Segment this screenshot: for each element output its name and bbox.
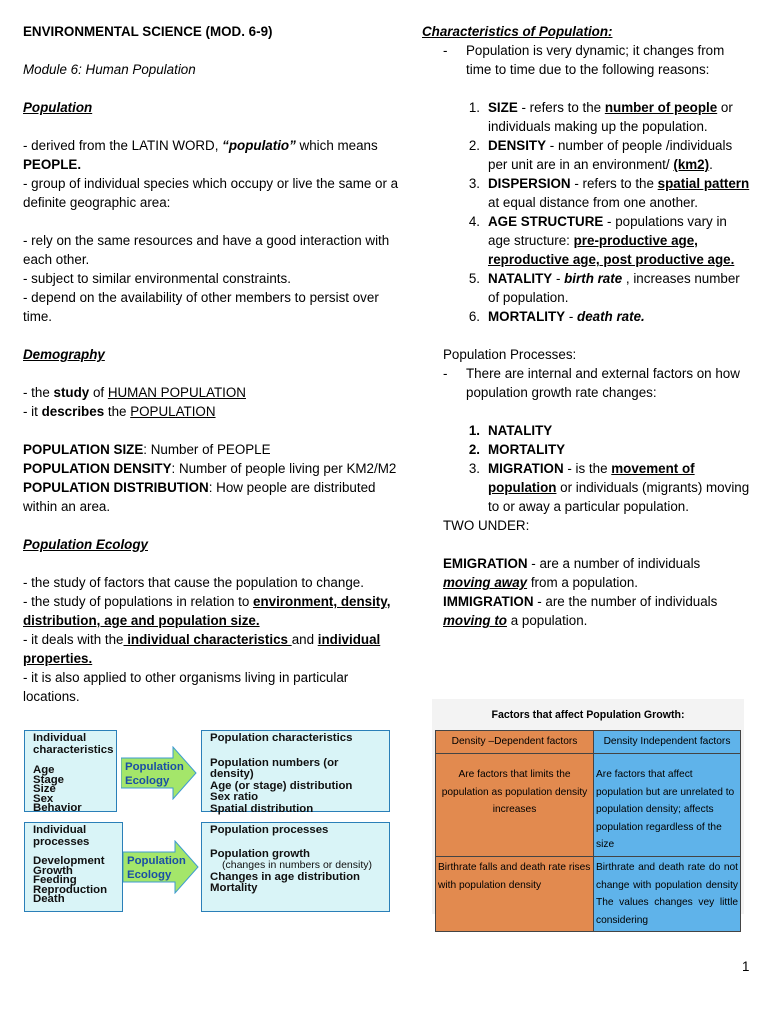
list-item: 5. NATALITY - birth rate , increases number of population. bbox=[468, 271, 740, 305]
list-item: Changes in age distribution bbox=[210, 870, 360, 883]
list-item: Feeding bbox=[33, 874, 77, 886]
population-ecology-arrow: Population Ecology bbox=[121, 746, 197, 800]
two-under-label: TWO UNDER: bbox=[443, 518, 530, 533]
population-point-constraints: - subject to similar environmental constraints. bbox=[23, 271, 291, 286]
document-title: ENVIRONMENTAL SCIENCE (MOD. 6-9) bbox=[23, 24, 273, 39]
population-processes-box: Population processes Population growth (changes in numbers or density) Changes in age distribution Mortality bbox=[201, 822, 390, 912]
list-item: 1. NATALITY bbox=[468, 423, 553, 438]
table-row bbox=[436, 856, 741, 931]
list-item: Mortality bbox=[210, 882, 258, 894]
population-heading: Population bbox=[23, 100, 93, 115]
list-item: Size bbox=[33, 783, 56, 795]
individual-characteristics-box: Individual characteristics Age Stage Size Sex Behavior bbox=[24, 730, 117, 812]
list-item: 1. SIZE - refers to the number of people or individuals making up the population. bbox=[468, 100, 733, 134]
density-independent-example: Birthrate and death rate do not change with population density The values changes vey little considering bbox=[594, 856, 741, 931]
demography-study: - the study of HUMAN POPULATION bbox=[23, 385, 246, 400]
population-ecology-arrow-lower: Population Ecology bbox=[123, 840, 199, 894]
right-column bbox=[422, 22, 752, 630]
list-item: Spatial distribution bbox=[210, 802, 314, 815]
module-title: Module 6: Human Population bbox=[23, 62, 196, 77]
characteristics-intro: - Population is very dynamic; it changes from time to time due to the following reasons: bbox=[443, 43, 725, 77]
list-item-note: (changes in numbers or density) bbox=[222, 859, 372, 871]
density-independent-definition: Are factors that affect population but are unrelated to population density; affects population regardless of the size bbox=[594, 754, 741, 857]
immigration-definition: IMMIGRATION - are the number of individuals moving to a population. bbox=[443, 594, 718, 628]
ecology-heading: Population Ecology bbox=[23, 537, 148, 552]
list-item: Sex bbox=[33, 792, 54, 805]
table-row bbox=[436, 754, 741, 857]
list-item: Sex ratio bbox=[210, 791, 259, 803]
population-ecology-diagram bbox=[24, 730, 392, 914]
list-item: 2. DENSITY - number of people /individuals per unit are in an environment/ (km2). bbox=[468, 138, 733, 172]
def-population-density: POPULATION DENSITY: Number of people living per KM2/M2 bbox=[23, 461, 397, 476]
list-item: Death bbox=[33, 893, 65, 905]
list-item: 4. AGE STRUCTURE - populations vary in age structure: pre-productive age, reproductive age, post productive age. bbox=[468, 214, 735, 267]
list-item: 3. MIGRATION - is the movement of population or individuals (migrants) moving to or away a particular population. bbox=[468, 461, 750, 514]
population-origin: - derived from the LATIN WORD, “populatio” which means PEOPLE. bbox=[23, 138, 378, 172]
list-item: Reproduction bbox=[33, 883, 108, 896]
density-dependent-example: Birthrate falls and death rate rises with population density bbox=[436, 856, 594, 931]
demography-describes: - it describes the POPULATION bbox=[23, 404, 216, 419]
processes-list bbox=[422, 421, 752, 516]
growth-factors-title: Factors that affect Population Growth: bbox=[491, 709, 685, 721]
individual-processes-box: Individual processes Development Growth Feeding Reproduction Death bbox=[24, 822, 123, 912]
ecology-point-relation: - the study of populations in relation to environment, density, distribution, age and population size. bbox=[23, 594, 391, 628]
header-density-dependent: Density –Dependent factors bbox=[436, 731, 594, 754]
list-item: Growth bbox=[33, 864, 73, 877]
page-number: 1 bbox=[742, 959, 750, 974]
population-characteristics-box: Population characteristics Population numbers (or density) Age (or stage) distribution Sex ratio Spatial distribution bbox=[201, 730, 390, 812]
density-dependent-definition: Are factors that limits the population as population density increases bbox=[436, 754, 594, 857]
def-population-size: POPULATION SIZE: Number of PEOPLE bbox=[23, 442, 271, 457]
demography-heading: Demography bbox=[23, 347, 105, 362]
list-item: 6. MORTALITY - death rate. bbox=[468, 309, 645, 324]
ecology-point-organisms: - it is also applied to other organisms living in particular locations. bbox=[23, 670, 349, 704]
growth-factors-figure bbox=[432, 699, 744, 926]
ecology-point-individual: - it deals with the individual characteristics and individual properties. bbox=[23, 632, 381, 666]
processes-heading: Population Processes: bbox=[443, 347, 577, 362]
population-definition: - group of individual species which occupy or live the same or a definite geographic area: bbox=[23, 176, 399, 210]
list-item: Behavior bbox=[33, 802, 82, 814]
list-item: Stage bbox=[33, 773, 65, 786]
characteristics-list bbox=[422, 98, 752, 326]
left-column bbox=[23, 22, 401, 706]
characteristics-heading: Characteristics of Population: bbox=[422, 24, 613, 39]
list-item: Age bbox=[33, 764, 55, 776]
emigration-definition: EMIGRATION - are a number of individuals moving away from a population. bbox=[443, 556, 701, 590]
def-population-distribution: POPULATION DISTRIBUTION: How people are distributed within an area. bbox=[23, 480, 376, 514]
processes-intro: - There are internal and external factors on how population growth rate changes: bbox=[443, 366, 740, 400]
table-row bbox=[436, 731, 741, 754]
list-item: Age (or stage) distribution bbox=[210, 779, 353, 792]
header-density-independent: Density Independent factors bbox=[594, 731, 741, 754]
growth-factors-table bbox=[435, 730, 741, 932]
list-item: 2. MORTALITY bbox=[468, 442, 566, 457]
population-point-members: - depend on the availability of other members to persist over time. bbox=[23, 290, 379, 324]
ecology-point-factors: - the study of factors that cause the population to change. bbox=[23, 575, 364, 590]
list-item: Development bbox=[33, 855, 105, 867]
list-item: 3. DISPERSION - refers to the spatial pattern at equal distance from one another. bbox=[468, 176, 750, 210]
list-item: Population numbers (or density) bbox=[210, 756, 339, 780]
population-point-resources: - rely on the same resources and have a good interaction with each other. bbox=[23, 233, 390, 267]
list-item: Population growth bbox=[210, 847, 310, 860]
